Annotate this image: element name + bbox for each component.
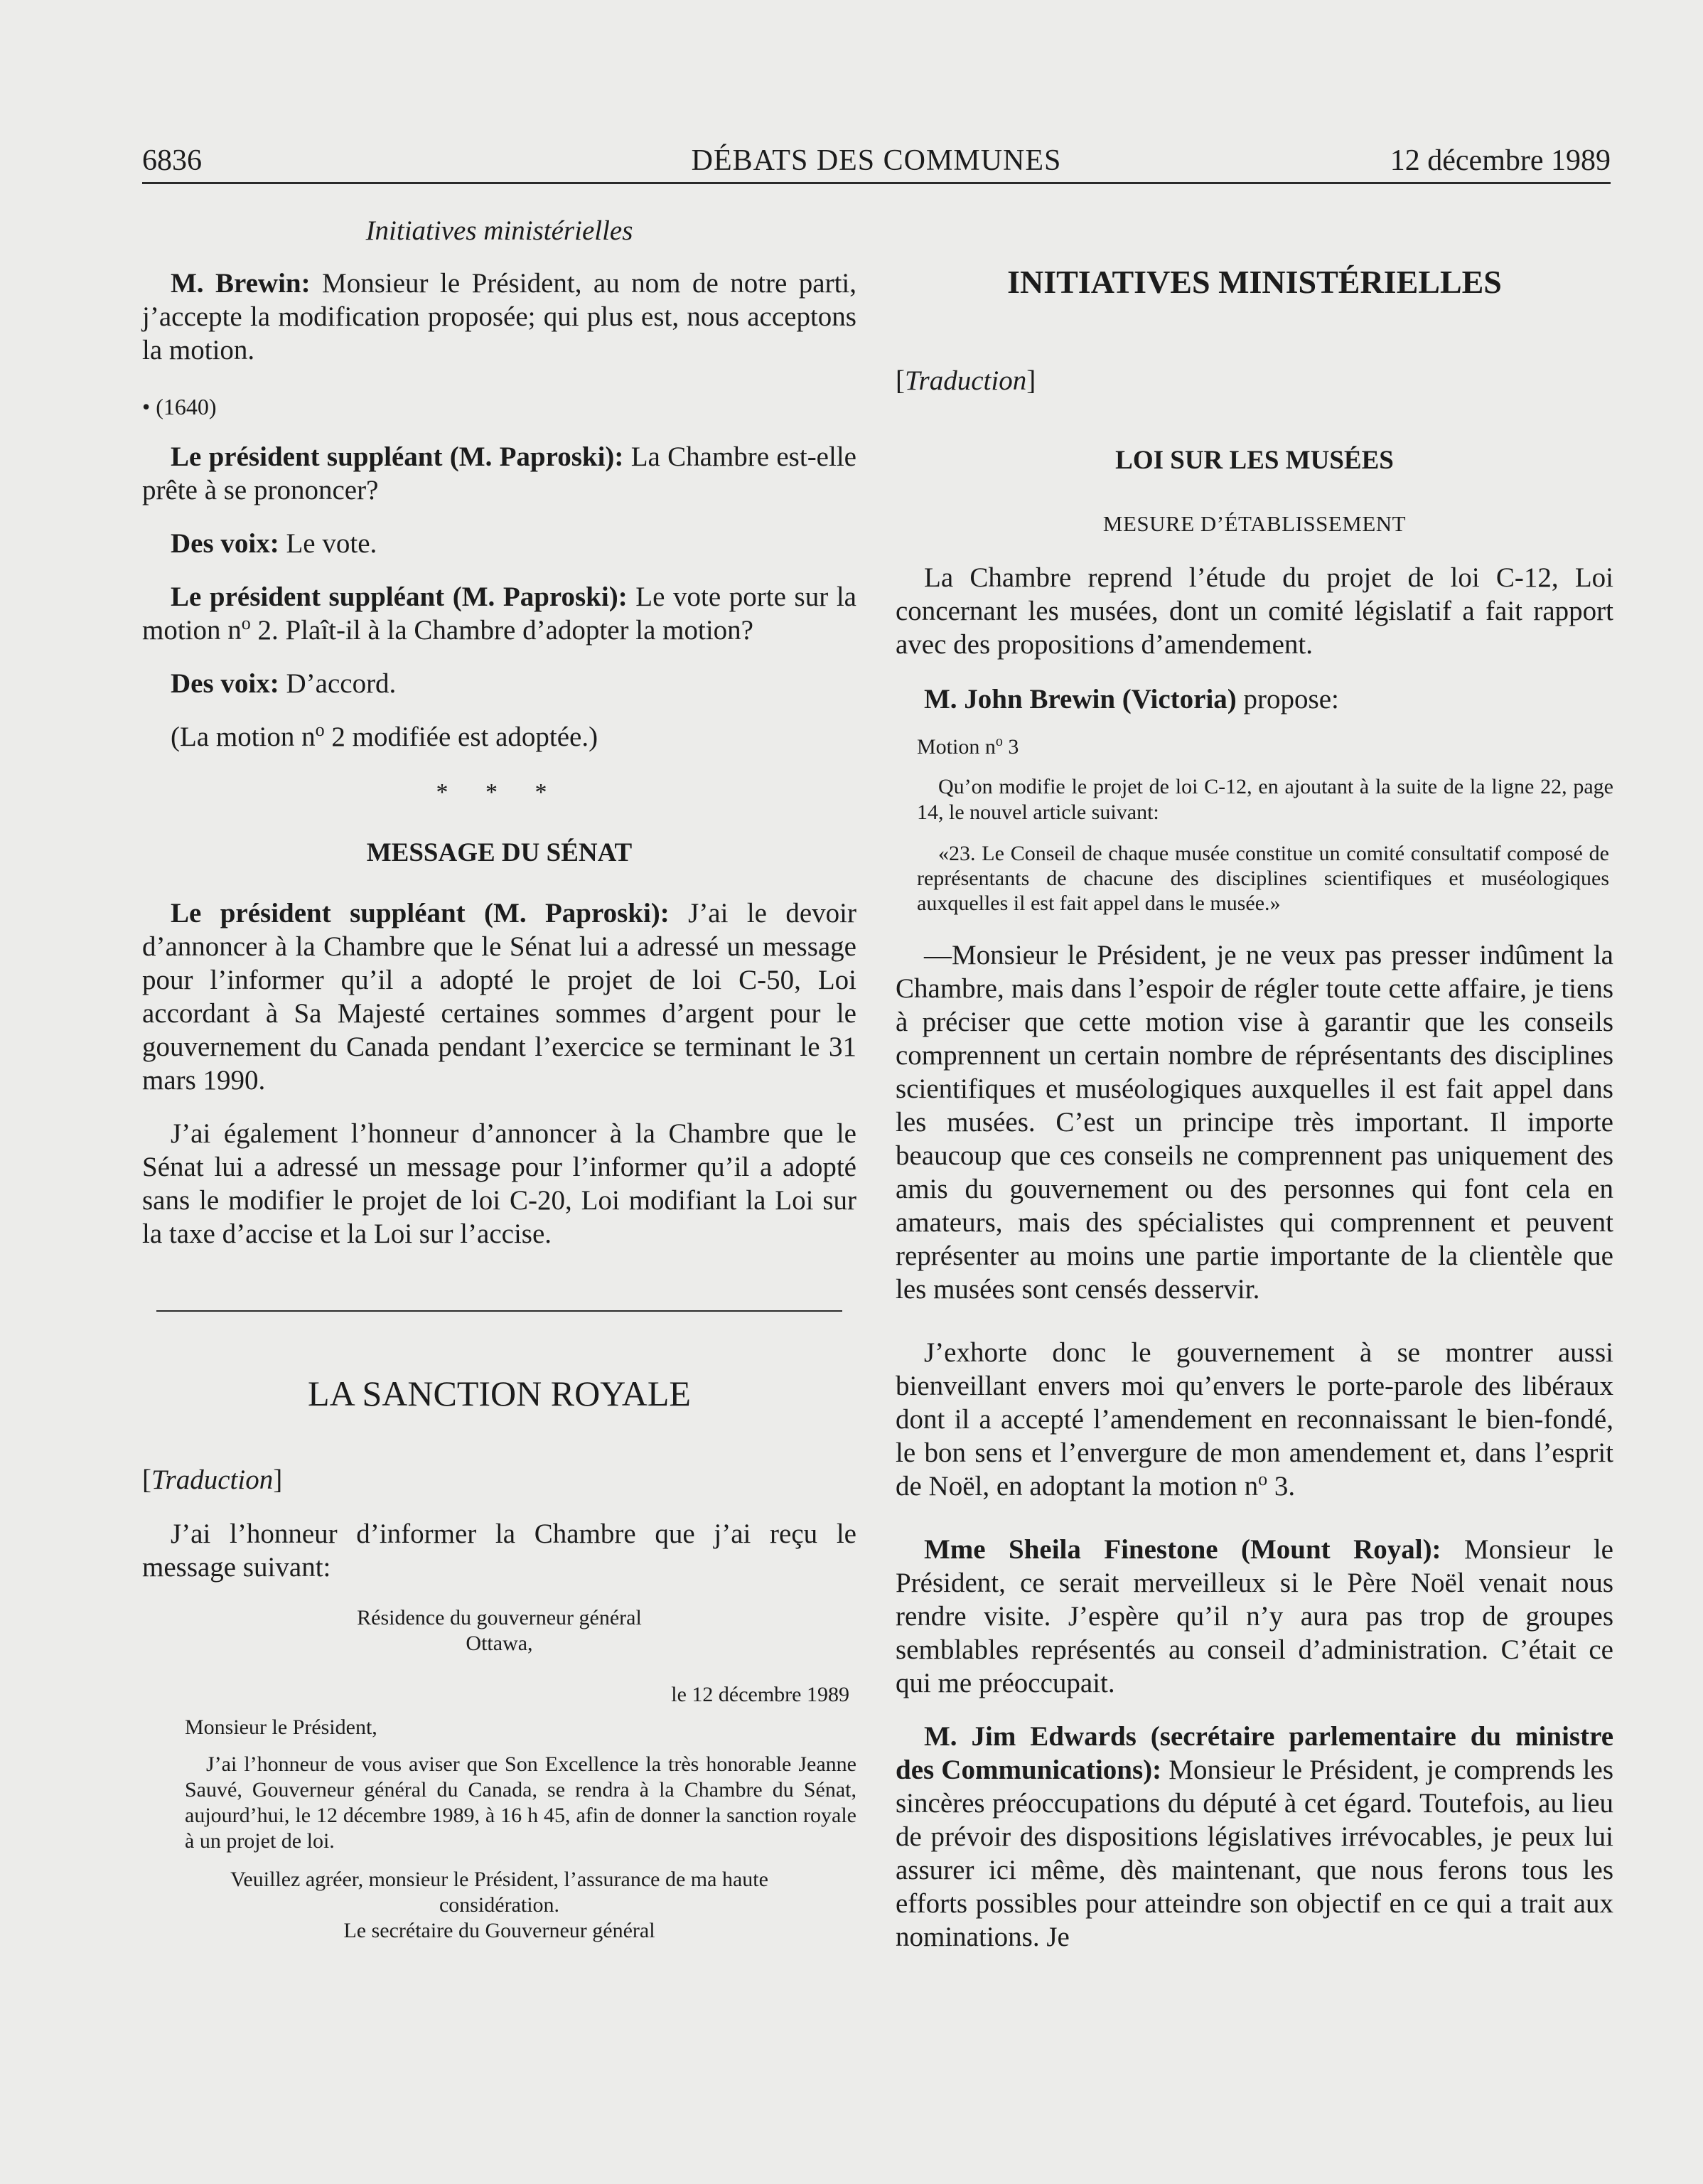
stage-heading: MESURE D’ÉTABLISSEMENT: [1102, 511, 1407, 536]
page-number: 6836: [142, 144, 202, 177]
speaker: Le président suppléant (M. Paproski):: [171, 582, 628, 612]
publication-date: 12 décembre 1989: [1390, 144, 1611, 177]
translation-note: [Traduction]: [896, 365, 1036, 396]
timestamp-line: [142, 394, 856, 420]
publication-title: DÉBATS DES COMMUNES: [691, 144, 1062, 177]
speaker: M. Jim Edwards (secrétaire parlementaire du ministre des Communications):: [896, 1721, 1613, 1785]
paragraph: M. John Brewin (Victoria) propose:: [924, 684, 1339, 714]
speaker: Des voix:: [171, 528, 279, 559]
letter-signature: Le secrétaire du Gouverneur général: [343, 1919, 655, 1942]
letter-address: Résidence du gouverneur général: [357, 1606, 642, 1629]
speaker: Mme Sheila Finestone (Mount Royal):: [924, 1534, 1441, 1565]
paragraph: M. Brewin: Monsieur le Président, au nom de notre parti, j’accepte la modification proposée; qui plus est, nous acceptons la motion.: [142, 268, 856, 365]
letter-date: le 12 décembre 1989: [671, 1683, 849, 1706]
motion-label: Motion $n^o$ 3: [917, 734, 1019, 759]
letter-address: Ottawa,: [466, 1632, 533, 1655]
section-label: Initiatives ministérielles: [365, 215, 633, 246]
paragraph: —Monsieur le Président, je ne veux pas presser indûment la Chambre, mais dans l’espoir de régler toute cette affaire, je tiens à préciser que cette motion vise à garantir que les conseils comprennent un certain nombre de réprésentants des disciplines scientifiques et muséologiques auxquelles il est fait appel dans les musées. C’est un principe très important. Il importe beaucoup que ces conseils ne comprennent pas uniquement des amis du gouvernement ou des personnes qui font cela en amateurs, mais des spécialistes qui comprennent et peuvent représenter au moins une partie importante de la clientèle que les musées sont censés desservir.: [896, 940, 1613, 1305]
paragraph: J’ai également l’honneur d’annoncer à la Chambre que le Sénat lui a adressé un message pour l’informer qu’il a adopté sans le modifier le projet de loi C-20, Loi modifiant la Loi sur la taxe d’accise et la Loi sur l’accise.: [142, 1118, 856, 1249]
paragraph: Le président suppléant (M. Paproski): J’ai le devoir d’annoncer à la Chambre que le Sénat lui a adressé un message pour l’informer qu’il a adopté le projet de loi C-50, Loi accordant à Sa Majesté certaines sommes d’argent pour le gouvernement du Canada pendant l’exercice se terminant le 31 mars 1990.: [142, 898, 856, 1096]
divider: [156, 1310, 842, 1312]
speaker: Le président suppléant (M. Paproski):: [171, 441, 624, 472]
speaker: Le président suppléant (M. Paproski):: [171, 898, 670, 928]
letter-salutation: Monsieur le Président,: [185, 1715, 377, 1739]
paragraph: Le président suppléant (M. Paproski): Le vote porte sur la motion $n^o$ 2. Plaît-il à la Chambre d’adopter la motion?: [142, 582, 856, 646]
paragraph: Des voix: Le vote.: [171, 528, 377, 559]
letter: [142, 1605, 856, 1944]
paragraph: Des voix: D’accord.: [171, 668, 397, 699]
speaker: M. Brewin:: [171, 268, 311, 299]
letter-body: J’ai l’honneur de vous aviser que Son Excellence la très honorable Jeanne Sauvé, Gouverneur général du Canada, se rendra à la Chambre du Sénat, aujourd’hui, le 12 décembre 1989, à 16 h 45, afin de donner la sanction royale à un projet de loi.: [185, 1752, 856, 1853]
translation-note: [Traduction]: [142, 1465, 283, 1495]
motion-quote: «23. Le Conseil de chaque musée constitue un comité consultatif composé de représentants de chacune des disciplines scientifiques et muséologiques auxquelles il est fait appel dans le musée.»: [917, 842, 1609, 915]
speaker: M. John Brewin (Victoria): [924, 684, 1237, 714]
paragraph: (La motion $n^o$ 2 modifiée est adoptée.): [171, 719, 598, 752]
timestamp: (1640): [156, 394, 217, 419]
paragraph: J’ai l’honneur d’informer la Chambre que j’ai reçu le message suivant:: [142, 1519, 856, 1583]
bullet-icon: •: [142, 394, 151, 419]
right-column: [896, 206, 1613, 1954]
paragraph: La Chambre reprend l’étude du projet de loi C-12, Loi concernant les musées, dont un comité législatif a fait rapport avec des propositions d’amendement.: [896, 562, 1613, 660]
motion-text: Qu’on modifie le projet de loi C-12, en ajoutant à la suite de la ligne 22, page 14, le nouvel article suivant:: [917, 775, 1613, 824]
section-heading: INITIATIVES MINISTÉRIELLES: [1007, 264, 1502, 300]
left-column: [142, 206, 856, 1944]
paragraph: M. Jim Edwards (secrétaire parlementaire du ministre des Communications): Monsieur le Président, je comprends les sincères préoccupations du député à cet égard. Toutefois, au lieu de prévoir des dispositions législatives irrévocables, je peux lui assurer ici même, dès maintenant, que nous ferons tous les efforts possibles pour atteindre son objectif en ce qui a trait aux nominations. Je: [896, 1721, 1613, 1952]
letter-closing: Veuillez agréer, monsieur le Président, l’assurance de ma haute considération.: [230, 1868, 768, 1917]
paragraph: Le président suppléant (M. Paproski): La Chambre est-elle prête à se prononcer?: [142, 441, 856, 505]
paragraph: Mme Sheila Finestone (Mount Royal): Monsieur le Président, ce serait merveilleux si le Père Noël venait nous rendre visite. J’espère qu’il n’y aura pas trop de groupes semblables représentés au conseil d’administration. C’était ce qui me préoccupait.: [896, 1534, 1613, 1698]
message-heading: MESSAGE DU SÉNAT: [366, 838, 633, 867]
page-header: [142, 142, 1611, 184]
speaker: Des voix:: [171, 668, 279, 699]
section-separator: * * *: [436, 779, 563, 805]
bill-heading: LOI SUR LES MUSÉES: [1115, 446, 1394, 475]
paragraph: J’exhorte donc le gouvernement à se montrer aussi bienveillant envers moi qu’envers le porte-parole des libéraux dont il a accepté l’amendement en reconnaissant le bien-fondé, le bon sens et l’envergure de mon amendement et, dans l’esprit de Noël, en adoptant la motion $n^o$ 3.: [896, 1337, 1613, 1502]
sanction-heading: LA SANCTION ROYALE: [308, 1374, 691, 1413]
